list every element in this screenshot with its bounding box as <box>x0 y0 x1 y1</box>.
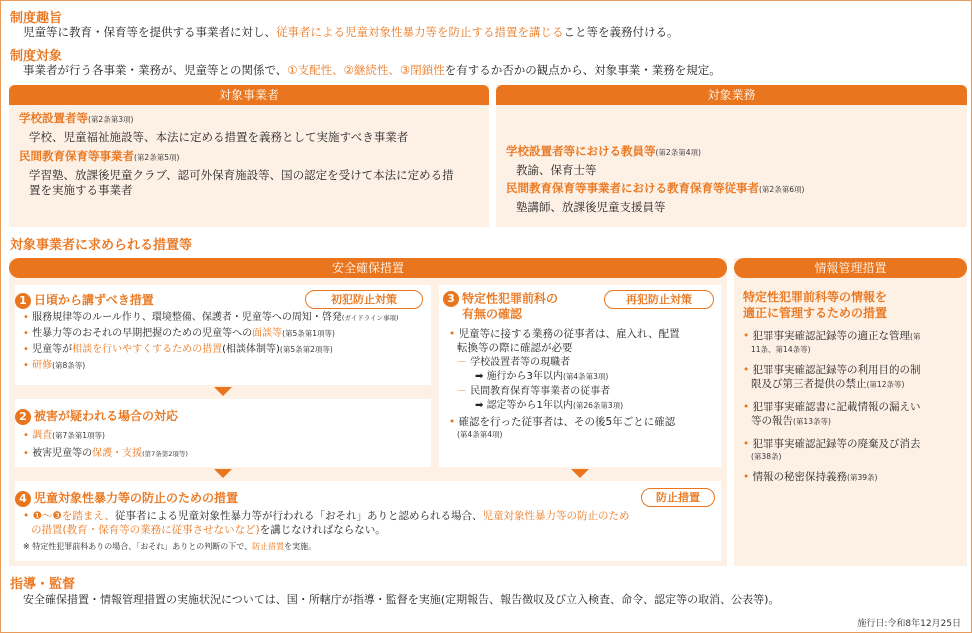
section2-number: 2 <box>15 409 31 425</box>
info-bullet3-text-a: 犯罪事実確認書に記載情報の漏えい <box>752 401 921 413</box>
section3-bullet1-text-a: 児童等に接する業務の従事者は、雇入れ、配置 <box>458 328 680 340</box>
section4-note-c: を実施。 <box>284 542 317 551</box>
section1-bullet3: • 児童等が相談を行いやすくするための措置(相談体制等)(第5条第2項等) <box>23 344 333 355</box>
section3-dash1-ref: (第4条第3項) <box>562 372 609 381</box>
arrow-3-to-4 <box>571 469 589 478</box>
info-title1: 特定性犯罪前科等の情報を <box>743 290 888 304</box>
purpose-text-c: こと等を義務付ける。 <box>563 25 679 39</box>
section3-dash2-text: 民間教育保育等事業者の従事者 <box>470 386 611 397</box>
info-bullet2-cont <box>743 377 963 392</box>
section1-bullet2-text: 性暴力等のおそれの早期把握のための児童等への <box>32 328 253 339</box>
section3-dash1-text: 学校設置者等の現職者 <box>470 357 571 368</box>
scope-text-highlight: ①支配性、②継続性、③閉鎖性 <box>287 63 445 77</box>
scope-text-a: 事業者が行う各事業・業務が、児童等との関係で、 <box>23 63 288 77</box>
info-bullet2: • 犯罪事実確認記録等の利用目的の制 <box>743 364 921 376</box>
section4-note <box>23 540 717 554</box>
info-bullet5-text: 情報の秘密保持義務 <box>752 471 848 483</box>
work-item1-desc: 教諭、保育士等 <box>516 163 597 177</box>
arrow-2-to-4 <box>214 469 232 478</box>
purpose-text-highlight: 従事者による児童対象性暴力等を防止する措置を講じる <box>276 25 564 39</box>
section3-dash2-arrow-text: 認定等から1年以内 <box>486 400 573 411</box>
info-bullet2-ref: (第12条等) <box>866 380 905 389</box>
section2-bullet2-text: 被害児童等の <box>32 448 93 459</box>
section3-dash1: － 学校設置者等の現職者 <box>457 357 571 368</box>
scope-heading: 制度対象 <box>10 49 63 64</box>
section2-bullet1-ref: (第7条第1項等) <box>52 431 105 440</box>
info-bullet4-text: 犯罪事実確認記録等の廃棄及び消去 <box>752 438 921 450</box>
section1-bullet4: • 研修(第8条等) <box>23 360 86 371</box>
section3-bullet2: • 確認を行った従事者は、その後5年ごとに確認 <box>449 416 676 428</box>
info-bullet3-text-b: 等の報告 <box>751 415 793 427</box>
section4-title: 児童対象性暴力等の防止のための措置 <box>34 491 239 505</box>
section3-title2: 有無の確認 <box>462 307 523 321</box>
section1-title: 日頃から講ずべき措置 <box>34 293 154 307</box>
section1-bullets <box>23 311 427 373</box>
scope-text-c: を有するか否かの観点から、対象事業・業務を規定。 <box>444 63 721 77</box>
info-band: 情報管理措置 <box>734 258 967 278</box>
section2-title-row <box>15 407 178 425</box>
section3-bullet2-ref: (第4条第4項) <box>457 430 503 439</box>
section1-bullet4-highlight: 研修 <box>32 360 53 371</box>
info-content <box>743 289 963 485</box>
section1-bullet2-highlight: 面談等 <box>252 328 283 339</box>
purpose-text-a: 児童等に教育・保育等を提供する事業者に対し、 <box>23 25 276 39</box>
section1-title-row <box>15 291 154 309</box>
section4-t3: 児童対象性暴力等の防止のため <box>482 510 630 522</box>
section4-number: 4 <box>15 491 31 507</box>
info-bullet2-text-a: 犯罪事実確認記録等の利用目的の制 <box>752 364 921 376</box>
section4-pill: 防止措置 <box>641 488 715 507</box>
target-work-band: 対象業務 <box>496 85 967 105</box>
section1-bullet2: • 性暴力等のおそれの早期把握のための児童等への面談等(第5条第1項等) <box>23 328 335 339</box>
section3-number: 3 <box>443 291 459 307</box>
section1-bullet3-highlight: 相談を行いやすくするための措置 <box>72 344 223 355</box>
supervision-heading: 指導・監督 <box>10 577 76 592</box>
business-item2-ref: (第2条第5項) <box>134 153 180 162</box>
work-item2-title: 民間教育保育等事業者における教育保育等従事者 <box>506 181 759 195</box>
info-bullet4: • 犯罪事実確認記録等の廃棄及び消去 <box>743 438 921 450</box>
info-bullet3-ref: (第13条等) <box>793 417 831 426</box>
info-bullet5-ref: (第39条) <box>847 473 878 482</box>
info-bullet1: • 犯罪事実確認記録等の適正な管理(第 <box>743 330 921 342</box>
section3-title-row <box>443 291 558 322</box>
info-bullet4-ref: (第38条) <box>751 452 782 461</box>
work-item2-desc: 塾講師、放課後児童支援員等 <box>516 200 666 214</box>
section2-title: 被害が疑われる場合の対応 <box>34 409 179 423</box>
section4-t1: ❶〜❸を踏まえ、 <box>32 510 115 522</box>
business-item2-desc2: 置を実施する事業者 <box>29 183 133 197</box>
safety-band: 安全確保措置 <box>9 258 727 278</box>
info-bullet3: • 犯罪事実確認書に記載情報の漏えい <box>743 401 921 413</box>
section1-bullet4-ref: (第8条等) <box>52 361 86 370</box>
section3-dash2-ref: (第26条第3項) <box>572 401 624 410</box>
info-bullet3-cont <box>743 414 963 429</box>
section3-dash2-arrow: ➡ 認定等から1年以内(第26条第3項) <box>475 400 624 411</box>
section1-bullet1-text: 服務規律等のルール作り、環境整備、保護者・児童等への周知・啓発 <box>32 312 342 323</box>
section2-bullet1: • 調査(第7条第1項等) <box>23 430 105 441</box>
section4-note-a: ※ 特定性犯罪前科ありの場合、「おそれ」ありとの判断の下で、 <box>23 542 253 551</box>
arrow-1-to-2 <box>214 387 232 396</box>
purpose-heading: 制度趣旨 <box>10 11 63 26</box>
section1-bullet3-paren: (相談体制等) <box>222 344 280 355</box>
measures-heading: 対象事業者に求められる措置等 <box>10 238 193 253</box>
purpose-text <box>23 25 679 40</box>
section3-dash2: － 民間教育保育等事業者の従事者 <box>457 386 611 397</box>
section4-t2: 従事者による児童対象性暴力等が行われる「おそれ」ありと認められる場合、 <box>115 510 483 522</box>
work-item1-title: 学校設置者等における教員等 <box>506 144 656 158</box>
section4-t4: の措置(教育・保育等の業務に従事させないなど) <box>31 524 260 536</box>
section2-bullet2-highlight: 保護・支援 <box>92 448 143 459</box>
section3-dash1-arrow: ➡ 施行から3年以内(第4条第3項) <box>475 371 609 382</box>
info-bullet1-ref2: 11条、第14条等) <box>751 345 811 354</box>
business-item2-title: 民間教育保育等事業者 <box>19 149 134 163</box>
work-item2-ref: (第2条第6項) <box>759 185 805 194</box>
section3-title1: 特定性犯罪前科の <box>462 291 559 306</box>
target-work-content <box>506 143 961 215</box>
section3-bullet2-text: 確認を行った従事者は、その後5年ごとに確認 <box>458 416 676 428</box>
scope-text <box>23 63 721 78</box>
section4-line1: • ❶〜❸を踏まえ、従事者による児童対象性暴力等が行われる「おそれ」ありと認められる場合、児童対象性暴力等の防止のため <box>23 510 630 522</box>
info-bullet2-text-b: 限及び第三者提供の禁止 <box>751 378 867 390</box>
business-item1-title: 学校設置者等 <box>19 111 88 125</box>
section2-bullet2: • 被害児童等の保護・支援(第7条第2項等) <box>23 448 188 459</box>
section3-dash1-arrow-text: 施行から3年以内 <box>486 371 563 382</box>
section4-body <box>23 509 717 554</box>
section1-bullet1-ref: (ガイドライン事項) <box>341 314 399 322</box>
section4-note-b: 防止措置 <box>252 542 285 551</box>
section1-pill: 初犯防止対策 <box>305 290 423 309</box>
target-business-band: 対象事業者 <box>9 85 489 105</box>
section2-bullet2-ref: (第7条第2項等) <box>142 450 188 458</box>
section4-line2 <box>23 523 717 537</box>
section3-bullet1-cont: 転換等の際に確認が必要 <box>457 342 573 354</box>
section1-number: 1 <box>15 293 31 309</box>
business-item1-ref: (第2条第3項) <box>88 115 134 124</box>
section3-bullets <box>449 327 717 440</box>
supervision-text: 安全確保措置・情報管理措置の実施状況については、国・所轄庁が指導・監督を実施(定期報告、報告徴収及び立入検査、命令、認定等の取消、公表等)。 <box>23 593 780 606</box>
work-item1-ref: (第2条第4項) <box>655 148 701 157</box>
info-bullet1-text: 犯罪事実確認記録等の適正な管理 <box>752 330 911 342</box>
section3-pill: 再犯防止対策 <box>604 290 714 309</box>
section1-bullet3-text: 児童等が <box>32 344 73 355</box>
section3-bullet1: • 児童等に接する業務の従事者は、雇入れ、配置 <box>449 328 680 340</box>
effective-date: 施行日:令和8年12月25日 <box>857 619 961 629</box>
info-title2: 適正に管理するための措置 <box>743 306 888 320</box>
section4-title-row <box>15 489 238 507</box>
section2-bullets <box>23 429 427 461</box>
section4-t5: を講じなければならない。 <box>259 524 386 536</box>
info-bullet1-ref1: (第 <box>910 332 921 341</box>
business-item1-desc: 学校、児童福祉施設等、本法に定める措置を義務として実施すべき事業者 <box>29 130 409 144</box>
section1-bullet2-ref: (第5条第1項等) <box>282 329 335 338</box>
target-business-content <box>19 110 479 198</box>
info-bullet5: • 情報の秘密保持義務(第39条) <box>743 471 878 483</box>
section1-bullet3-ref: (第5条第2項等) <box>279 345 333 354</box>
business-item2-desc1: 学習塾、放課後児童クラブ、認可外保育施設等、国の認定を受けて本法に定める措 <box>29 168 454 182</box>
section2-bullet1-highlight: 調査 <box>32 430 53 441</box>
section1-bullet1: • 服務規律等のルール作り、環境整備、保護者・児童等への周知・啓発(ガイドライン事項) <box>23 312 399 323</box>
